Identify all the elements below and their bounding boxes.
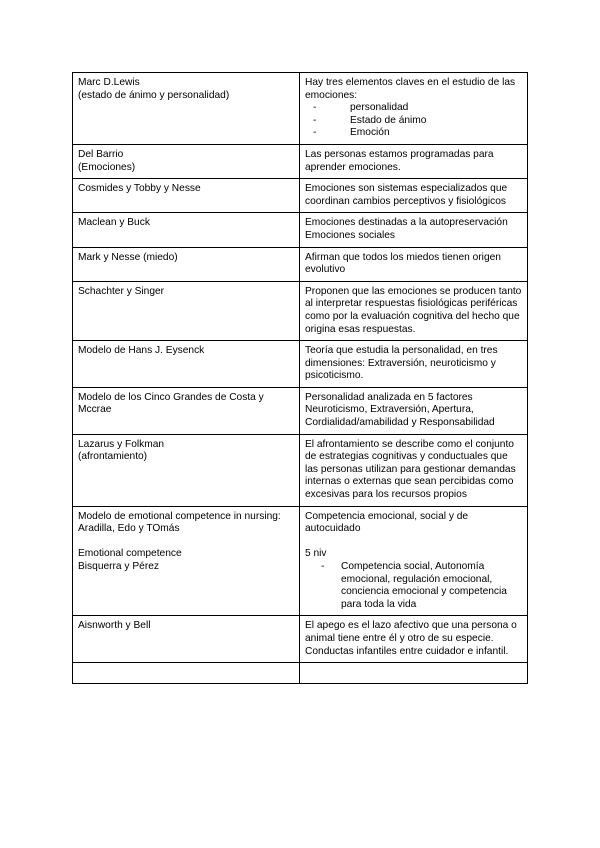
- list-item: [305, 561, 522, 611]
- content-table: [72, 72, 528, 684]
- table-cell-author: [73, 616, 300, 663]
- table-row-empty: [73, 663, 528, 684]
- cell-text: El afrontamiento se describe como el conjunto de estrategias cognitivas y conductuales que las personas utilizan para gestionar demandas internas o externas que sean percibidas como excesivas para los recursos propios: [305, 438, 519, 501]
- table-cell-author: [73, 281, 300, 340]
- table-row: [73, 247, 528, 281]
- list-item-text: Estado de ánimo: [350, 114, 427, 126]
- table-row: [73, 616, 528, 663]
- list-item: [305, 127, 522, 140]
- table-cell-author: [73, 144, 300, 178]
- table-cell-author: [73, 73, 300, 145]
- cell-text: Personalidad analizada en 5 factores Neuroticismo, Extraversión, Apertura, Cordialidad/amabilidad y Responsabilidad: [305, 391, 495, 429]
- cell-text: (afrontamiento): [78, 451, 148, 463]
- table-cell-author: [73, 247, 300, 281]
- cell-text: Modelo de Hans J. Eysenck: [78, 345, 205, 357]
- list-item: [305, 115, 522, 128]
- cell-text: Hay tres elementos claves en el estudio de las emociones:: [305, 77, 518, 101]
- table-cell-description: [300, 247, 528, 281]
- table-cell-author: [73, 179, 300, 213]
- table-row: [73, 179, 528, 213]
- table-cell-description: [300, 663, 528, 684]
- table-cell-description: [300, 341, 528, 388]
- cell-text: Maclean y Buck: [78, 217, 150, 229]
- table-row: [73, 341, 528, 388]
- dash-bullet: -: [321, 561, 325, 572]
- cell-text: Schachter y Singer: [78, 285, 165, 297]
- table-cell-description: [300, 73, 528, 145]
- table-row: [73, 281, 528, 340]
- cell-text: Afirman que todos los miedos tienen origen evolutivo: [305, 251, 504, 276]
- bullet-list: [305, 102, 522, 140]
- table-row: [73, 73, 528, 145]
- table-cell-author: [73, 663, 300, 684]
- table-row: [73, 506, 528, 616]
- cell-text: Competencia emocional, social y de autocuidado: [305, 510, 471, 535]
- list-item-text: Emoción: [350, 127, 390, 139]
- spacer: [305, 536, 522, 549]
- cell-text: Modelo de emotional competence in nursing: Aradilla, Edo y TOmás: [78, 510, 284, 535]
- spacer: [78, 536, 294, 549]
- cell-text: Emotional competence: [78, 548, 182, 560]
- cell-text: Mark y Nesse (miedo): [78, 251, 178, 263]
- table-cell-author: [73, 213, 300, 247]
- table-row: [73, 144, 528, 178]
- list-item-text: personalidad: [350, 102, 409, 114]
- table-cell-description: [300, 506, 528, 616]
- table-row: [73, 387, 528, 434]
- cell-text: Emociones destinadas a la autopreservación: [305, 217, 508, 229]
- cell-text: Emociones sociales: [305, 229, 396, 241]
- cell-text: Modelo de los Cinco Grandes de Costa y Mccrae: [78, 391, 267, 416]
- cell-text: (Emociones): [78, 161, 136, 173]
- table-cell-description: [300, 179, 528, 213]
- table-cell-description: [300, 616, 528, 663]
- table-row: [73, 434, 528, 506]
- list-item: [305, 102, 522, 115]
- cell-text: Teoría que estudia la personalidad, en tres dimensiones: Extraversión, neuroticismo y psicoticismo.: [305, 345, 501, 382]
- dash-bullet: -: [313, 102, 317, 114]
- cell-text: 5 niv: [305, 548, 327, 560]
- list-item-text: Competencia social, Autonomía emocional, regulación emocional, conciencia emocional y competencia para toda la vida: [341, 561, 507, 610]
- cell-text: Cosmides y Tobby y Nesse: [78, 183, 201, 195]
- cell-text: Las personas estamos programadas para aprender emociones.: [305, 148, 497, 173]
- table-cell-description: [300, 213, 528, 247]
- table-cell-author: [73, 434, 300, 506]
- table-cell-author: [73, 506, 300, 616]
- dash-bullet: -: [313, 114, 317, 126]
- cell-text: El apego es el lazo afectivo que una persona o animal tiene entre él y otro de su especie. Conductas infantiles entre cuidador e infantil.: [305, 620, 520, 657]
- cell-text: Marc D.Lewis: [78, 77, 140, 88]
- table-cell-description: [300, 434, 528, 506]
- cell-text: Bisquerra y Pérez: [78, 561, 159, 572]
- cell-text: (estado de ánimo y personalidad): [78, 89, 230, 101]
- cell-text: Del Barrio: [78, 148, 124, 160]
- cell-text: Aisnworth y Bell: [78, 620, 151, 632]
- cell-text: Lazarus y Folkman: [78, 438, 165, 450]
- table-cell-author: [73, 341, 300, 388]
- table-row: [73, 213, 528, 247]
- cell-text: Emociones son sistemas especializados que coordinan cambios perceptivos y fisiológicos: [305, 183, 511, 207]
- table-cell-description: [300, 281, 528, 340]
- bullet-list: [305, 561, 522, 611]
- table-cell-author: [73, 387, 300, 434]
- cell-text: Proponen que las emociones se producen tanto al interpretar respuestas fisiológicas periféricas como por la evaluación cognitiva del hecho que origina esas respuestas.: [305, 285, 525, 335]
- table-cell-description: [300, 144, 528, 178]
- table-cell-description: [300, 387, 528, 434]
- dash-bullet: -: [313, 127, 317, 139]
